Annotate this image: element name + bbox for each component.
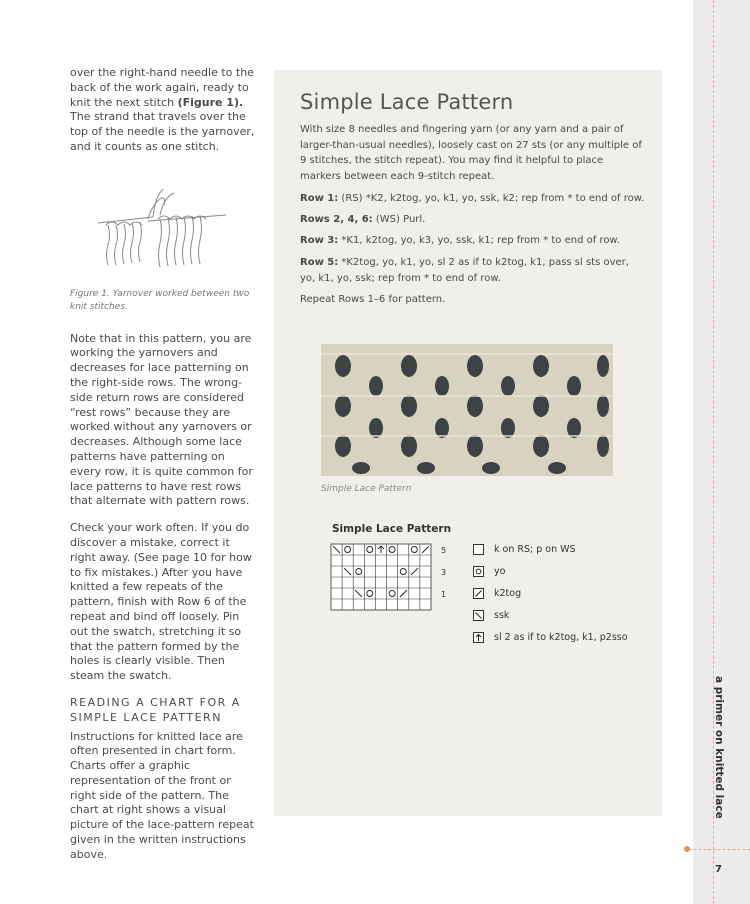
- paragraph-check-work: Check your work often. If you do discover a mistake, correct it right away. (See page 10 for how to fix mistakes.) After you have knitted a few repeats of the pattern, finish with Row 6 of the repeat and bind off loosely. Pin out the swatch, stretching it so that the pattern formed by the holes is clearly visible. Then steam the swatch.: [70, 521, 252, 683]
- paragraph-rest-rows: Note that in this pattern, you are working the yarnovers and decreases for lace patterning on the right-side rows. The wrong-side return rows are considered “rest rows” because they are worked without any yarnovers or decreases. Although some lace patterns have patterning on every row, it is quite common for lace patterns to have rest rows that alternate with pattern rows.: [70, 331, 253, 508]
- key-item-ssk: ssk: [473, 608, 509, 622]
- key-item-knit: k on RS; p on WS: [473, 542, 576, 556]
- empty-square-icon: [473, 544, 484, 555]
- circle-yo-icon: [473, 566, 484, 577]
- up-arrow-icon: [473, 632, 484, 643]
- dashed-guide-horizontal: [684, 849, 750, 850]
- chart-title: Simple Lace Pattern: [332, 523, 452, 535]
- row-5-instruction: Row 5: *K2tog, yo, k1, yo, sl 2 as if to k2tog, k1, pass sl sts over, yo, k1, yo, ssk; rep from * to end of row.: [300, 257, 629, 284]
- sidebar-panel: [274, 70, 662, 816]
- row-3-instruction: Row 3: *K1, k2tog, yo, k3, yo, ssk, k1; rep from * to end of row.: [300, 235, 620, 246]
- side-tab-title: a primer on knitted lace: [713, 676, 725, 819]
- key-item-k2tog: k2tog: [473, 586, 521, 600]
- row-1-instruction: Row 1: (RS) *K2, k2tog, yo, k1, yo, ssk, k2; rep from * to end of row.: [300, 193, 645, 204]
- lace-chart: [329, 542, 469, 614]
- chart-row-number-3: 3: [441, 568, 447, 577]
- left-slash-icon: [473, 610, 484, 621]
- lace-swatch-photo: [321, 344, 613, 476]
- right-slash-icon: [473, 588, 484, 599]
- yarnover-illustration: [98, 181, 228, 273]
- figure-caption: Figure 1. Yarnover worked between two knit stitches.: [70, 288, 250, 312]
- figure-reference: (Figure 1).: [177, 95, 244, 109]
- chart-row-number-5: 5: [441, 546, 447, 555]
- photo-caption: Simple Lace Pattern: [321, 484, 412, 494]
- panel-title: Simple Lace Pattern: [300, 90, 514, 114]
- paragraph-chart-form: Instructions for knitted lace are often presented in chart form. Charts offer a graphic representation of the front or right side of the pattern. The chart at right shows a visual picture of the lace-pattern repeat given in the written instructions above.: [70, 729, 254, 861]
- key-item-yo: yo: [473, 564, 505, 578]
- repeat-instruction: Repeat Rows 1–6 for pattern.: [300, 294, 446, 305]
- section-heading: READING A CHART FOR A SIMPLE LACE PATTERN: [70, 695, 241, 724]
- accent-dot: [684, 846, 690, 852]
- left-column: [70, 66, 258, 875]
- paragraph-yarnover: over the right-hand needle to the back of the work again, ready to knit the next stitch (Figure 1). The strand that travels over the top of the needle is the yarnover, and it counts as one stitch.: [70, 66, 255, 153]
- panel-intro: With size 8 needles and fingering yarn (or any yarn and a pair of larger-than-usual needles), loosely cast on 27 sts (or any multiple of 9 stitches, the stitch repeat). You may find it helpful to place markers between each 9-stitch repeat.: [300, 124, 642, 182]
- rows-2-4-6-instruction: Rows 2, 4, 6: (WS) Purl.: [300, 214, 426, 225]
- page-number: 7: [715, 864, 722, 875]
- chart-row-number-1: 1: [441, 590, 447, 599]
- key-item-sl2: sl 2 as if to k2tog, k1, p2sso: [473, 630, 628, 644]
